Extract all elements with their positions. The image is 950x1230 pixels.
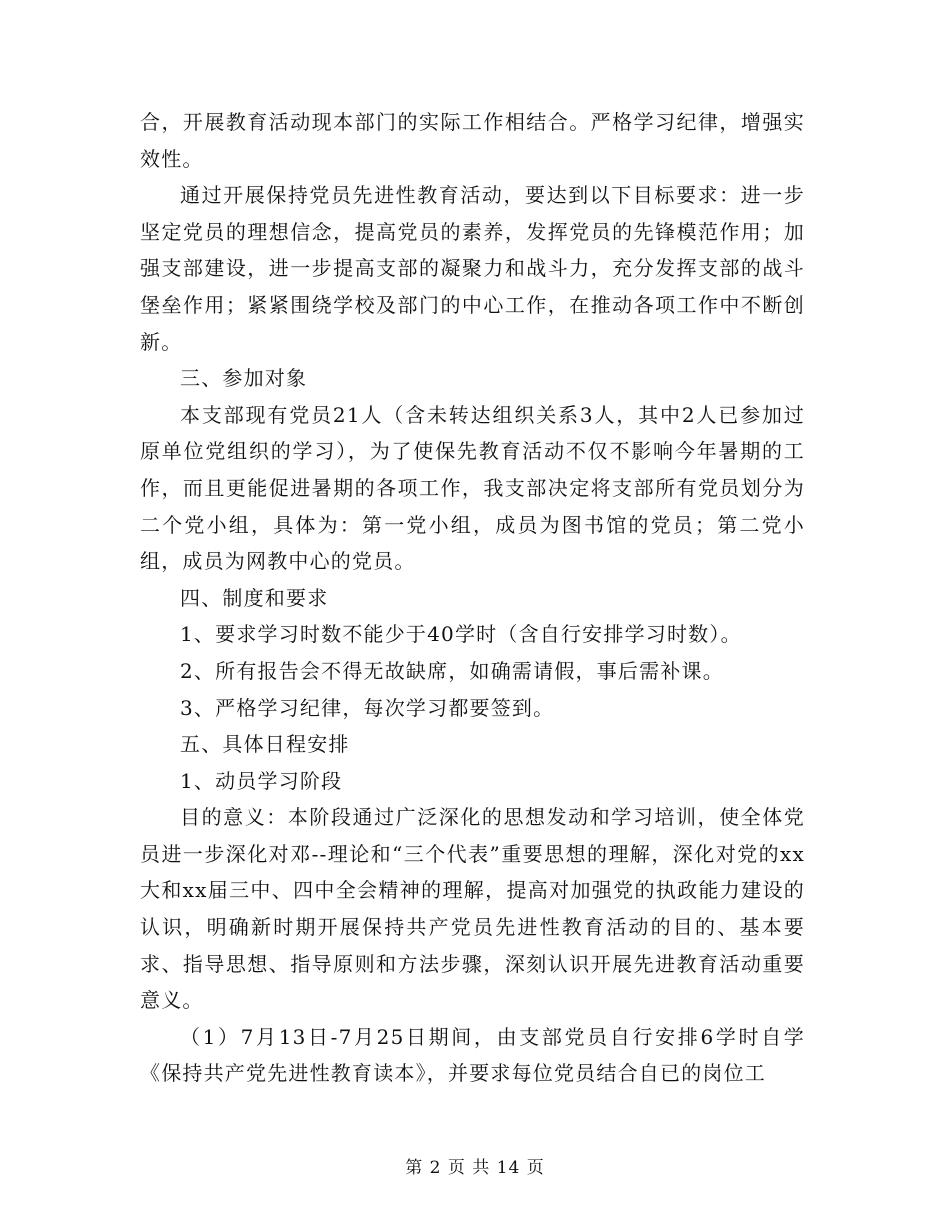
requirement-item-1: 1、要求学习时数不能少于40学时（含自行安排学习时数）。	[180, 622, 742, 647]
paragraph-purpose: 目的意义：本阶段通过广泛深化的思想发动和学习培训，使全体党员进一步深化对邓--理论和“三个代表”重要思想的理解，深化对党的xx大和xx届三中、四中全会精神的理解，提高对加强党的执政能力建设的认识，明确新时期开展保持共产党员先进性教育活动的目的、基本要求、指导思想、指导原则和方法步骤，深刻认识开展先进教育活动重要意义。	[140, 805, 805, 1013]
section-heading-4: 四、制度和要求	[180, 585, 329, 610]
subsection-heading-1: 1、动员学习阶段	[180, 768, 343, 793]
paragraph-1: 合，开展教育活动现本部门的实际工作相结合。严格学习纪律，增强实效性。	[140, 110, 805, 171]
section-heading-3: 三、参加对象	[180, 366, 308, 391]
requirement-item-2: 2、所有报告会不得无故缺席，如确需请假，事后需补课。	[180, 658, 724, 683]
document-body	[140, 104, 805, 1092]
paragraph-schedule-1: （1）7月13日-7月25日期间，由支部党员自行安排6学时自学《保持共产党先进性教育读本》，并要求每位党员结合自已的岗位工	[140, 1024, 805, 1086]
paragraph-4: 本支部现有党员21人（含未转达组织关系3人，其中2人已参加过原单位党组织的学习），为了使保先教育活动不仅不影响今年暑期的工作，而且更能促进暑期的各项工作，我支部决定将支部所有党员划分为二个党小组，具体为：第一党小组，成员为图书馆的党员；第二党小组，成员为网教中心的党员。	[140, 402, 805, 574]
page-footer: 第 2 页 共 14 页	[405, 1158, 545, 1178]
paragraph-2: 通过开展保持党员先进性教育活动，要达到以下目标要求：进一步坚定党员的理想信念，提高党员的素养，发挥党员的先锋模范作用；加强支部建设，进一步提高支部的凝聚力和战斗力，充分发挥支部的战斗堡垒作用；紧紧围绕学校及部门的中心工作，在推动各项工作中不断创新。	[140, 183, 805, 354]
requirement-item-3: 3、严格学习纪律，每次学习都要签到。	[180, 695, 555, 720]
section-heading-5: 五、具体日程安排	[180, 732, 350, 757]
